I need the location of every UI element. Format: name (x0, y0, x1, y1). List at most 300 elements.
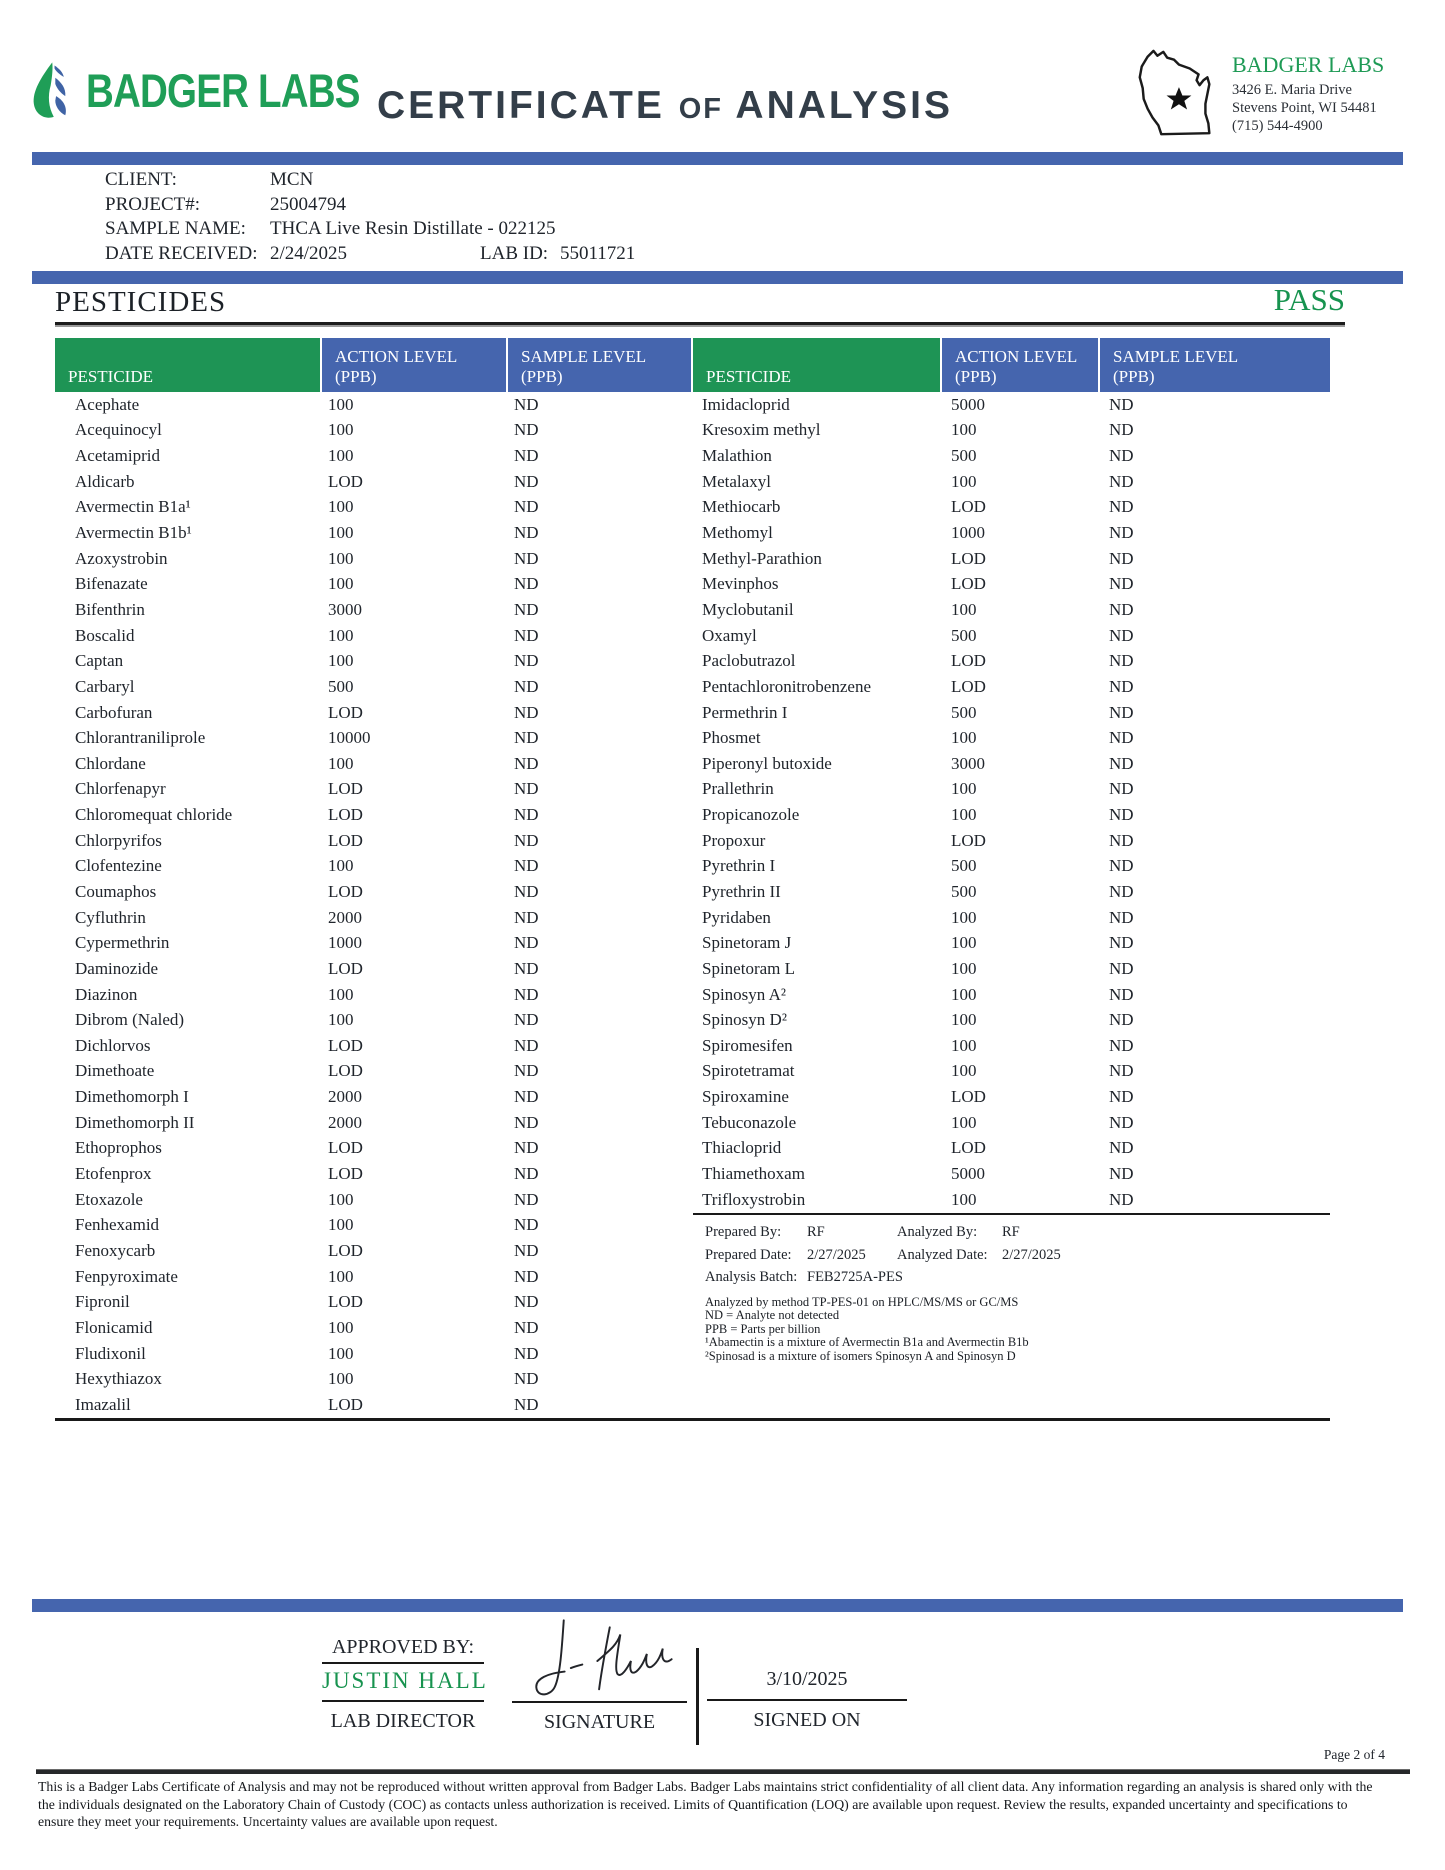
table-row (693, 674, 1330, 700)
action-level-value: 500 (951, 702, 977, 722)
action-level-value: 500 (951, 881, 977, 901)
table-row (55, 1007, 693, 1033)
action-level-value: 2000 (328, 907, 362, 927)
logo-wordmark: BADGER LABS (86, 63, 360, 117)
lab-phone: (715) 544-4900 (1232, 118, 1323, 134)
action-level-value: 3000 (951, 753, 985, 773)
approver-title: LAB DIRECTOR (330, 1710, 476, 1732)
date-received-label: DATE RECEIVED: (105, 243, 258, 265)
pesticide-name: Etofenprox (75, 1164, 152, 1184)
action-level-value: LOD (951, 830, 986, 850)
header-sample-right: SAMPLE LEVEL (PPB) (1100, 338, 1330, 392)
sample-level-value: ND (514, 1394, 539, 1414)
action-level-value: LOD (951, 676, 986, 696)
table-row (693, 956, 1330, 982)
lab-address-line2: Stevens Point, WI 54481 (1232, 100, 1377, 116)
approver-name: JUSTIN HALL (322, 1664, 484, 1702)
table-row (55, 469, 693, 495)
table-row (55, 623, 693, 649)
table-row (693, 546, 1330, 572)
sample-level-value: ND (514, 497, 539, 517)
pesticide-name: Diazinon (75, 984, 138, 1004)
action-level-value: LOD (328, 702, 363, 722)
table-row (55, 1136, 693, 1162)
sample-level-value: ND (1109, 651, 1134, 671)
pesticide-name: Methiocarb (702, 497, 781, 517)
sample-level-value: ND (1109, 1087, 1134, 1107)
table-row (693, 648, 1330, 674)
sample-level-value: ND (514, 1266, 539, 1286)
pesticide-name: Avermectin B1b¹ (75, 523, 192, 543)
table-row (693, 571, 1330, 597)
action-level-value: 2000 (328, 1087, 362, 1107)
table-row (693, 1059, 1330, 1085)
approved-by-block (322, 1636, 488, 1733)
pesticide-name: Azoxystrobin (75, 548, 168, 568)
pesticide-name: Chlorpyrifos (75, 830, 162, 850)
table-row (693, 1110, 1330, 1136)
action-level-value: 100 (328, 651, 354, 671)
document-title: CERTIFICATE OF ANALYSIS (376, 84, 954, 127)
table-row (693, 1187, 1330, 1213)
action-level-value: LOD (951, 574, 986, 594)
divider-bar-bottom (32, 1599, 1403, 1612)
footer-rule (36, 1769, 1410, 1774)
sample-level-value: ND (514, 651, 539, 671)
action-level-value: 100 (328, 1189, 354, 1209)
table-bottom-rule (55, 1418, 1330, 1421)
prepared-date-label: Prepared Date: (705, 1246, 792, 1263)
sample-level-value: ND (1109, 446, 1134, 466)
footer-vertical-divider (696, 1648, 699, 1745)
table-row (55, 930, 693, 956)
table-row (55, 700, 693, 726)
table-row (693, 930, 1330, 956)
table-row (55, 1289, 693, 1315)
action-level-value: 100 (328, 394, 354, 414)
action-level-value: 10000 (328, 728, 371, 748)
table-row (55, 1315, 693, 1341)
sample-level-value: ND (514, 1292, 539, 1312)
signed-on-block (707, 1613, 907, 1732)
table-row (55, 597, 693, 623)
pesticide-name: Avermectin B1a¹ (75, 497, 191, 517)
pesticide-name: Cyfluthrin (75, 907, 146, 927)
sample-name-label: SAMPLE NAME: (105, 218, 246, 240)
table-row (693, 802, 1330, 828)
sample-level-value: ND (1109, 907, 1134, 927)
table-row (693, 879, 1330, 905)
pesticide-name: Dimethoate (75, 1061, 155, 1081)
sample-level-value: ND (1109, 1138, 1134, 1158)
sample-name-row (105, 217, 635, 242)
pesticide-name: Spiroxamine (702, 1087, 789, 1107)
table-row (693, 418, 1330, 444)
analysis-batch-label: Analysis Batch: (705, 1269, 798, 1285)
action-level-value: 5000 (951, 1164, 985, 1184)
action-level-value: LOD (328, 881, 363, 901)
disclaimer-text (38, 1778, 1416, 1831)
action-level-value: 500 (328, 676, 354, 696)
pesticide-name: Mevinphos (702, 574, 779, 594)
pesticide-name: Pyridaben (702, 907, 771, 927)
pesticide-name: Etoxazole (75, 1189, 143, 1209)
sample-level-value: ND (514, 933, 539, 953)
section-title: PESTICIDES (55, 286, 227, 318)
section-underline (55, 322, 1345, 325)
action-level-value: LOD (328, 1035, 363, 1055)
table-row (55, 1161, 693, 1187)
sample-level-value: ND (1109, 1164, 1134, 1184)
pesticide-name: Methyl-Parathion (702, 548, 822, 568)
table-row (55, 571, 693, 597)
sample-level-value: ND (514, 1138, 539, 1158)
pesticide-name: Bifenazate (75, 574, 148, 594)
pesticide-name: Paclobutrazol (702, 651, 796, 671)
sample-level-value: ND (1109, 676, 1134, 696)
client-label: CLIENT: (105, 169, 177, 191)
table-row (693, 854, 1330, 880)
action-level-value: 100 (328, 1010, 354, 1030)
sample-info (105, 168, 635, 266)
approved-by-label: APPROVED BY: (322, 1636, 484, 1664)
action-level-value: 100 (951, 420, 977, 440)
pesticide-name: Methomyl (702, 523, 773, 543)
table-row (55, 674, 693, 700)
sample-level-value: ND (514, 907, 539, 927)
action-level-value: 100 (328, 1343, 354, 1363)
analysis-note-line: ND = Analyte not detected (705, 1308, 840, 1322)
pesticide-name: Myclobutanil (702, 599, 794, 619)
pesticide-name: Acequinocyl (75, 420, 162, 440)
table-row (55, 1059, 693, 1085)
prepared-by-label: Prepared By: (705, 1224, 782, 1240)
lab-address-line1: 3426 E. Maria Drive (1232, 82, 1352, 98)
pesticide-name: Dichlorvos (75, 1035, 151, 1055)
table-row (55, 751, 693, 777)
sample-level-value: ND (514, 728, 539, 748)
sample-name-value: THCA Live Resin Distillate - 022125 (270, 218, 556, 240)
disclaimer-line: This is a Badger Labs Certificate of Analysis and may not be reproduced without written approval from Badger Labs. Badger Labs maintains strict confidentiality of all client data. Any information regarding an analysis is shared only with the (38, 1779, 1373, 1794)
sample-level-value: ND (1109, 753, 1134, 773)
table-row (55, 648, 693, 674)
pesticide-name: Acephate (75, 394, 140, 414)
table-row (55, 828, 693, 854)
table-row (693, 777, 1330, 803)
table-row (693, 1084, 1330, 1110)
project-value: 25004794 (270, 193, 346, 215)
table-row (55, 1341, 693, 1367)
pesticide-name: Imidacloprid (702, 394, 790, 414)
action-level-value: LOD (951, 497, 986, 517)
pass-badge: PASS (1273, 282, 1345, 317)
sample-level-value: ND (1109, 1112, 1134, 1132)
action-level-value: 100 (951, 1035, 977, 1055)
prepared-date-value: 2/27/2025 (807, 1246, 866, 1263)
signature-block (512, 1613, 687, 1734)
sample-level-value: ND (514, 830, 539, 850)
sample-level-value: ND (514, 958, 539, 978)
disclaimer-line: the individuals designated on the Laboratory Chain of Custody (COC) as contacts unless authorization is received. Limits of Quantification (LOQ) are available upon request. Review the results, expanded uncertainty and specifications to (38, 1796, 1348, 1812)
action-level-value: LOD (328, 805, 363, 825)
action-level-value: LOD (328, 1061, 363, 1081)
pesticide-name: Permethrin I (702, 702, 788, 722)
analyzed-by-label: Analyzed By: (897, 1224, 978, 1240)
pesticide-name: Dimethomorph II (75, 1112, 195, 1132)
table-row (55, 520, 693, 546)
sample-level-value: ND (514, 523, 539, 543)
table-row (55, 1366, 693, 1392)
action-level-value: 100 (328, 574, 354, 594)
sample-level-value: ND (1109, 1061, 1134, 1081)
table-row (55, 905, 693, 931)
table-row (693, 700, 1330, 726)
table-row (55, 956, 693, 982)
sample-level-value: ND (514, 1215, 539, 1235)
pesticide-name: Captan (75, 651, 124, 671)
pesticide-name: Daminozide (75, 958, 159, 978)
pesticide-name: Fenpyroximate (75, 1266, 178, 1286)
sample-level-value: ND (1109, 779, 1134, 799)
analyzed-date-value: 2/27/2025 (1002, 1246, 1061, 1263)
pesticide-name: Malathion (702, 446, 772, 466)
signed-on-label: SIGNED ON (753, 1709, 861, 1731)
action-level-value: 5000 (951, 394, 985, 414)
pesticide-name: Carbofuran (75, 702, 153, 722)
sample-level-value: ND (514, 856, 539, 876)
sample-level-value: ND (514, 420, 539, 440)
table-row (693, 1161, 1330, 1187)
sample-level-value: ND (514, 1010, 539, 1030)
action-level-value: 100 (951, 728, 977, 748)
action-level-value: 1000 (951, 523, 985, 543)
divider-bar-mid (32, 271, 1403, 284)
table-row (55, 1213, 693, 1239)
sample-level-value: ND (514, 599, 539, 619)
table-row (55, 1033, 693, 1059)
lab-id-value: 55011721 (560, 243, 636, 265)
action-level-value: LOD (328, 1240, 363, 1260)
action-level-value: 100 (328, 1215, 354, 1235)
sample-level-value: ND (1109, 984, 1134, 1004)
action-level-value: LOD (328, 1138, 363, 1158)
table-row (55, 725, 693, 751)
header-action-left: ACTION LEVEL (PPB) (322, 338, 508, 392)
pesticide-name: Fludixonil (75, 1343, 146, 1363)
header-pesticide-right: PESTICIDE (693, 338, 942, 392)
analysis-note-line: ²Spinosad is a mixture of isomers Spinosyn A and Spinosyn D (705, 1348, 1016, 1363)
table-row (693, 1007, 1330, 1033)
sample-level-value: ND (514, 574, 539, 594)
sample-level-value: ND (514, 1061, 539, 1081)
action-level-value: 3000 (328, 599, 362, 619)
action-level-value: LOD (328, 1292, 363, 1312)
action-level-value: LOD (328, 830, 363, 850)
project-row (105, 193, 635, 218)
table-row (55, 546, 693, 572)
sample-level-value: ND (514, 1164, 539, 1184)
pesticide-name: Coumaphos (75, 881, 157, 901)
action-level-value: 500 (951, 625, 977, 645)
action-level-value: 100 (951, 779, 977, 799)
header-action-right: ACTION LEVEL (PPB) (942, 338, 1100, 392)
client-value: MCN (270, 169, 314, 191)
pesticide-name: Pyrethrin II (702, 881, 781, 901)
table-row (55, 879, 693, 905)
sample-level-value: ND (1109, 702, 1134, 722)
pesticide-name: Pentachloronitrobenzene (702, 676, 871, 696)
table-row (55, 418, 693, 444)
table-row (55, 1187, 693, 1213)
table-row (55, 1238, 693, 1264)
table-row (55, 1110, 693, 1136)
table-row (55, 443, 693, 469)
table-row (55, 1264, 693, 1290)
pesticide-name: Clofentezine (75, 856, 162, 876)
pesticide-name: Chlorfenapyr (75, 779, 166, 799)
sample-level-value: ND (1109, 574, 1134, 594)
pesticide-name: Spinosyn D² (702, 1010, 787, 1030)
pesticide-name: Propoxur (702, 830, 766, 850)
analysis-metadata (705, 1221, 1330, 1363)
pesticide-name: Fenoxycarb (75, 1240, 156, 1260)
client-row (105, 168, 635, 193)
pesticide-name: Spiromesifen (702, 1035, 793, 1055)
pesticide-name: Piperonyl butoxide (702, 753, 832, 773)
sample-level-value: ND (514, 446, 539, 466)
table-row (693, 751, 1330, 777)
sample-level-value: ND (514, 702, 539, 722)
sample-level-value: ND (1109, 805, 1134, 825)
action-level-value: 100 (328, 984, 354, 1004)
action-level-value: LOD (951, 651, 986, 671)
analysis-notes (705, 1296, 1330, 1364)
action-level-value: LOD (951, 1138, 986, 1158)
pesticide-name: Prallethrin (702, 779, 774, 799)
action-level-value: LOD (328, 1394, 363, 1414)
sample-level-value: ND (514, 805, 539, 825)
action-level-value: LOD (328, 779, 363, 799)
action-level-value: 2000 (328, 1112, 362, 1132)
pesticide-name: Imazalil (75, 1394, 131, 1414)
table-row (55, 777, 693, 803)
table-row (693, 623, 1330, 649)
sample-level-value: ND (1109, 548, 1134, 568)
sample-level-value: ND (1109, 471, 1134, 491)
pesticide-name: Spinosyn A² (702, 984, 786, 1004)
table-row (693, 597, 1330, 623)
table-rows-left (55, 392, 693, 1420)
action-level-value: LOD (328, 1164, 363, 1184)
pesticide-name: Carbaryl (75, 676, 135, 696)
action-level-value: 100 (951, 1189, 977, 1209)
analysis-batch-value: FEB2725A-PES (807, 1269, 903, 1285)
pesticide-name: Cypermethrin (75, 933, 170, 953)
sample-level-value: ND (514, 1035, 539, 1055)
sample-level-value: ND (1109, 933, 1134, 953)
sample-level-value: ND (1109, 881, 1134, 901)
pesticide-name: Fipronil (75, 1292, 130, 1312)
sample-level-value: ND (514, 1087, 539, 1107)
pesticide-name: Hexythiazox (75, 1369, 162, 1389)
table-row (55, 1084, 693, 1110)
pesticide-name: Pyrethrin I (702, 856, 776, 876)
pesticide-name: Acetamiprid (75, 446, 160, 466)
action-level-value: LOD (328, 471, 363, 491)
table-row (55, 854, 693, 880)
lab-name: BADGER LABS (1232, 52, 1385, 77)
pesticide-name: Tebuconazole (702, 1112, 797, 1132)
sample-level-value: ND (514, 1240, 539, 1260)
table-row (693, 495, 1330, 521)
action-level-value: 100 (951, 933, 977, 953)
sample-level-value: ND (1109, 1010, 1134, 1030)
pesticide-name: Boscalid (75, 625, 135, 645)
sample-level-value: ND (1109, 728, 1134, 748)
table-row (693, 443, 1330, 469)
action-level-value: LOD (951, 548, 986, 568)
action-level-value: 100 (328, 625, 354, 645)
analyzed-date-label: Analyzed Date: (897, 1246, 988, 1263)
header-pesticide-left: PESTICIDE (55, 338, 322, 392)
pesticide-name: Fenhexamid (75, 1215, 160, 1235)
signed-date: 3/10/2025 (707, 1613, 907, 1701)
signature-glyph (520, 1615, 680, 1699)
action-level-value: 100 (328, 497, 354, 517)
pesticide-name: Chloromequat chloride (75, 805, 233, 825)
pesticide-name: Dibrom (Naled) (75, 1010, 185, 1030)
sample-level-value: ND (1109, 599, 1134, 619)
pesticide-name: Bifenthrin (75, 599, 145, 619)
analyzed-by-value: RF (1002, 1224, 1020, 1240)
table-row (693, 1136, 1330, 1162)
lab-address-block (1128, 44, 1384, 144)
table-row (693, 828, 1330, 854)
pesticide-name: Phosmet (702, 728, 761, 748)
table-row (693, 1033, 1330, 1059)
pesticide-name: Chlordane (75, 753, 146, 773)
sample-level-value: ND (514, 1343, 539, 1363)
action-level-value: 500 (951, 446, 977, 466)
pesticide-name: Kresoxim methyl (702, 420, 821, 440)
pesticide-name: Spinetoram J (702, 933, 792, 953)
header-sample-left: SAMPLE LEVEL (PPB) (508, 338, 693, 392)
action-level-value: 100 (951, 1112, 977, 1132)
wisconsin-map-icon (1128, 44, 1226, 144)
action-level-value: 100 (951, 1061, 977, 1081)
sample-level-value: ND (514, 394, 539, 414)
action-level-value: 100 (951, 599, 977, 619)
date-received-row (105, 242, 635, 267)
action-level-value: 500 (951, 856, 977, 876)
pesticide-name: Ethoprophos (75, 1138, 162, 1158)
pesticide-name: Thiamethoxam (702, 1164, 805, 1184)
sample-level-value: ND (514, 471, 539, 491)
date-received-value: 2/24/2025 (270, 243, 348, 265)
table-row (55, 392, 693, 418)
table-row (693, 982, 1330, 1008)
sample-level-value: ND (514, 676, 539, 696)
leaf-drop-icon (30, 52, 76, 128)
pesticide-name: Thiacloprid (702, 1138, 782, 1158)
page-number: Page 2 of 4 (1323, 1747, 1385, 1762)
action-level-value: 100 (328, 420, 354, 440)
table-rows-right (693, 392, 1330, 1215)
sample-level-value: ND (1109, 958, 1134, 978)
sample-level-value: ND (1109, 394, 1134, 414)
sample-level-value: ND (1109, 497, 1134, 517)
action-level-value: 100 (328, 548, 354, 568)
